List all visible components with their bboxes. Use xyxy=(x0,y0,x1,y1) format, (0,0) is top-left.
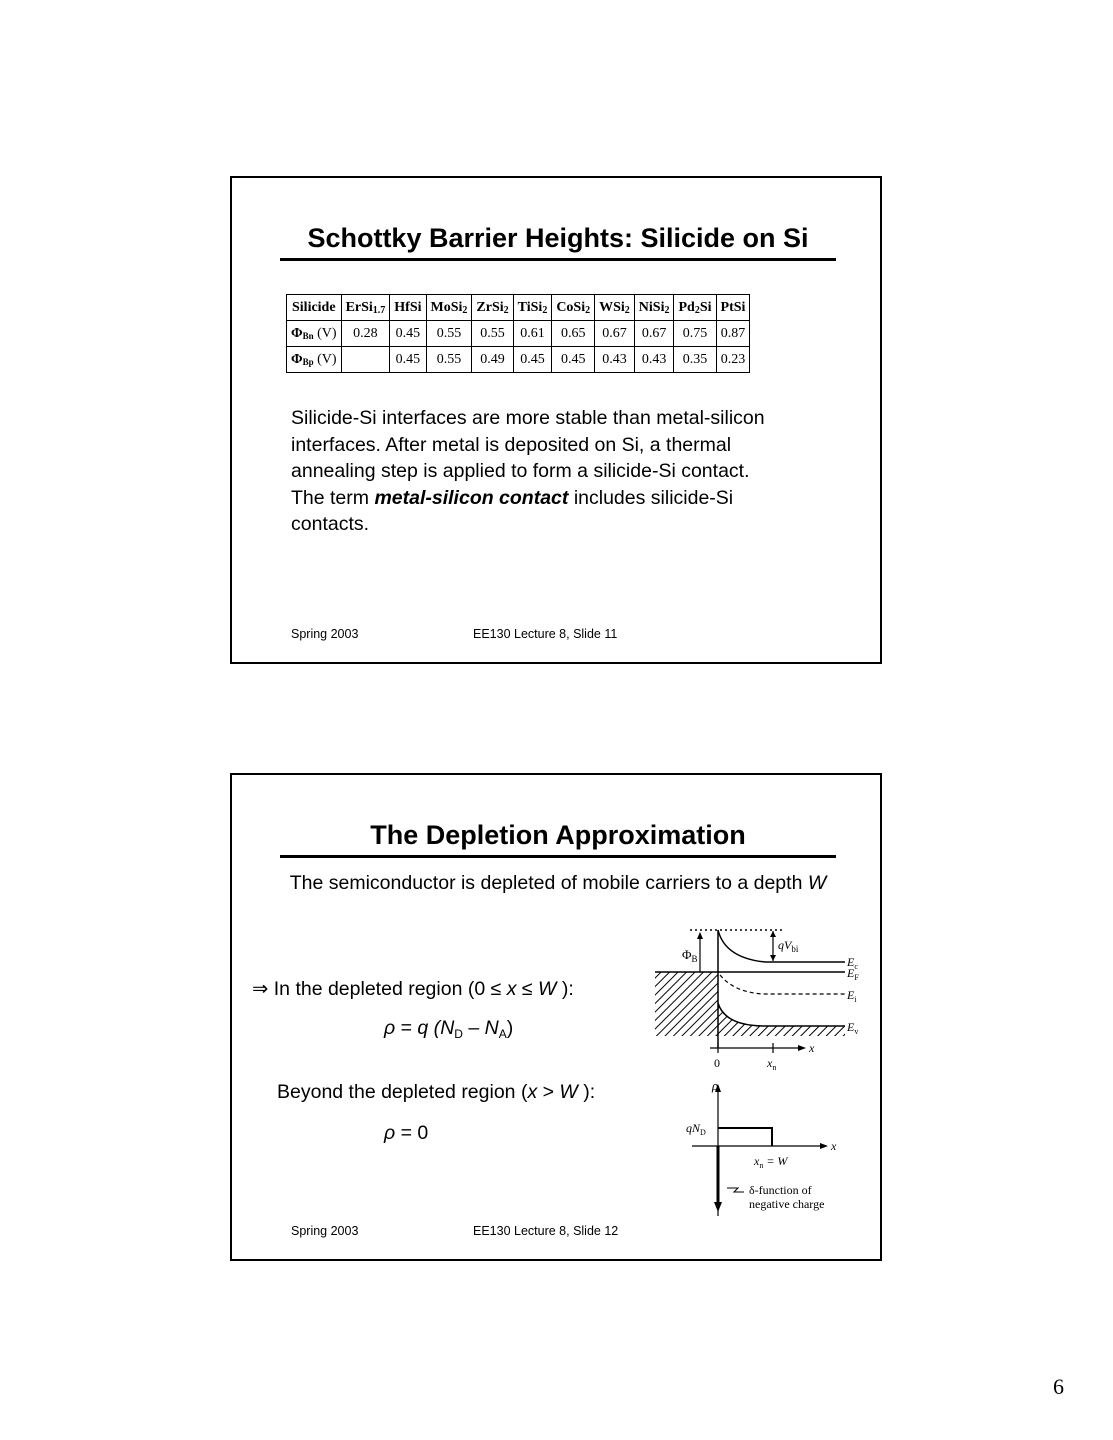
delta-label-line1: δ-function of xyxy=(749,1183,812,1197)
table-cell: 0.49 xyxy=(472,347,513,373)
table-cell: 0.43 xyxy=(595,347,635,373)
slide-title: The Depletion Approximation xyxy=(370,820,746,850)
ec-label: $E_c$ xyxy=(847,955,858,971)
page-number: 6 xyxy=(1053,1374,1064,1399)
charge-density-equation: ρ = q $(N_D - N_A)$ xyxy=(384,1017,514,1041)
table-cell: 0.28 xyxy=(341,321,390,347)
footer-date: Spring 2003 xyxy=(291,1224,359,1238)
table-row-phi-bn xyxy=(287,321,750,347)
row-label: ΦBp (V) xyxy=(287,347,342,373)
table-cell: 0.87 xyxy=(716,321,750,347)
header-col: TiSi$_2$ xyxy=(513,295,552,321)
table-cell xyxy=(341,347,390,373)
qnd-label: $qN_D$ xyxy=(686,1121,706,1137)
header-col: $Pd_2Si$ xyxy=(674,295,716,321)
footer-date: Spring 2003 xyxy=(291,627,359,641)
table-cell: 0.45 xyxy=(390,347,426,373)
delta-label-line2: negative charge xyxy=(749,1197,825,1211)
row-label: ΦBn (V) xyxy=(287,321,342,347)
implies-arrow-icon: ⇒ xyxy=(252,978,269,1000)
x-axis-label: x xyxy=(831,1139,837,1153)
emphasized-term: metal-silicon contact xyxy=(374,486,569,509)
table-cell: 0.43 xyxy=(634,347,674,373)
table-row-phi-bp xyxy=(287,347,750,373)
title-underline xyxy=(280,258,836,261)
table-cell: 0.35 xyxy=(674,347,716,373)
table-cell: 0.67 xyxy=(595,321,635,347)
ev-label: $E_v$ xyxy=(847,1020,859,1036)
beyond-region-statement: Beyond the depleted region (x > W ): xyxy=(277,1081,596,1103)
zero-charge-equation: ρ = 0 xyxy=(384,1122,429,1144)
header-col: MoSi$_2$ xyxy=(426,295,472,321)
x-axis-label: x xyxy=(809,1041,815,1055)
footer-slide-id: EE130 Lecture 8, Slide 11 xyxy=(473,627,618,641)
table-cell: 0.45 xyxy=(552,347,595,373)
table-header-row xyxy=(287,295,750,321)
xn-equals-w-label: $x_n = W$ xyxy=(754,1154,788,1170)
ef-label: $E_F$ xyxy=(847,966,859,982)
table-cell: 0.67 xyxy=(634,321,674,347)
table-cell: 0.23 xyxy=(716,347,750,373)
header-silicide: Silicide xyxy=(287,295,342,321)
charge-density-diagram xyxy=(672,1078,862,1223)
origin-label: 0 xyxy=(714,1056,720,1070)
table-cell: 0.55 xyxy=(426,321,472,347)
table-cell: 0.45 xyxy=(513,347,552,373)
subtitle: The semiconductor is depleted of mobile carriers to a depth W xyxy=(289,872,827,894)
header-col: NiSi$_2$ xyxy=(634,295,674,321)
ei-label: $E_i$ xyxy=(847,988,857,1004)
barrier-height-table xyxy=(286,294,750,373)
header-col: HfSi xyxy=(390,295,426,321)
slide-title: Schottky Barrier Heights: Silicide on Si xyxy=(307,223,809,253)
header-col: CoSi$_2$ xyxy=(552,295,595,321)
rho-axis-label: ρ xyxy=(712,1078,719,1093)
table-cell: 0.55 xyxy=(426,347,472,373)
slide-11 xyxy=(230,176,882,664)
table-cell: 0.45 xyxy=(390,321,426,347)
title-underline xyxy=(280,855,836,858)
slide-12 xyxy=(230,773,882,1261)
body-paragraph: Silicide-Si interfaces are more stable than metal-silicon interfaces. After metal is deposited on Si, a thermal annealing step is applied to form a silicide-Si contact. The term metal-silicon contact includes silicide-Si contacts. xyxy=(291,407,765,535)
depleted-region-statement: ⇒ In the depleted region (0 ≤ x ≤ W ): xyxy=(252,978,574,1000)
header-col: ZrSi$_2$ xyxy=(472,295,513,321)
footer-slide-id: EE130 Lecture 8, Slide 12 xyxy=(473,1224,619,1238)
table-cell: 0.61 xyxy=(513,321,552,347)
table-cell: 0.75 xyxy=(674,321,716,347)
table-cell: 0.65 xyxy=(552,321,595,347)
table-cell: 0.55 xyxy=(472,321,513,347)
header-col: PtSi xyxy=(716,295,750,321)
qvbi-label: $qV_{bi}$ xyxy=(778,938,799,954)
phi-b-label: $\Phi_B$ xyxy=(682,947,698,964)
header-col: WSi$_2$ xyxy=(595,295,635,321)
xn-label: $x_n$ xyxy=(767,1056,777,1072)
header-col: ErSi$_{1.7}$ xyxy=(341,295,390,321)
band-diagram xyxy=(650,923,870,1073)
